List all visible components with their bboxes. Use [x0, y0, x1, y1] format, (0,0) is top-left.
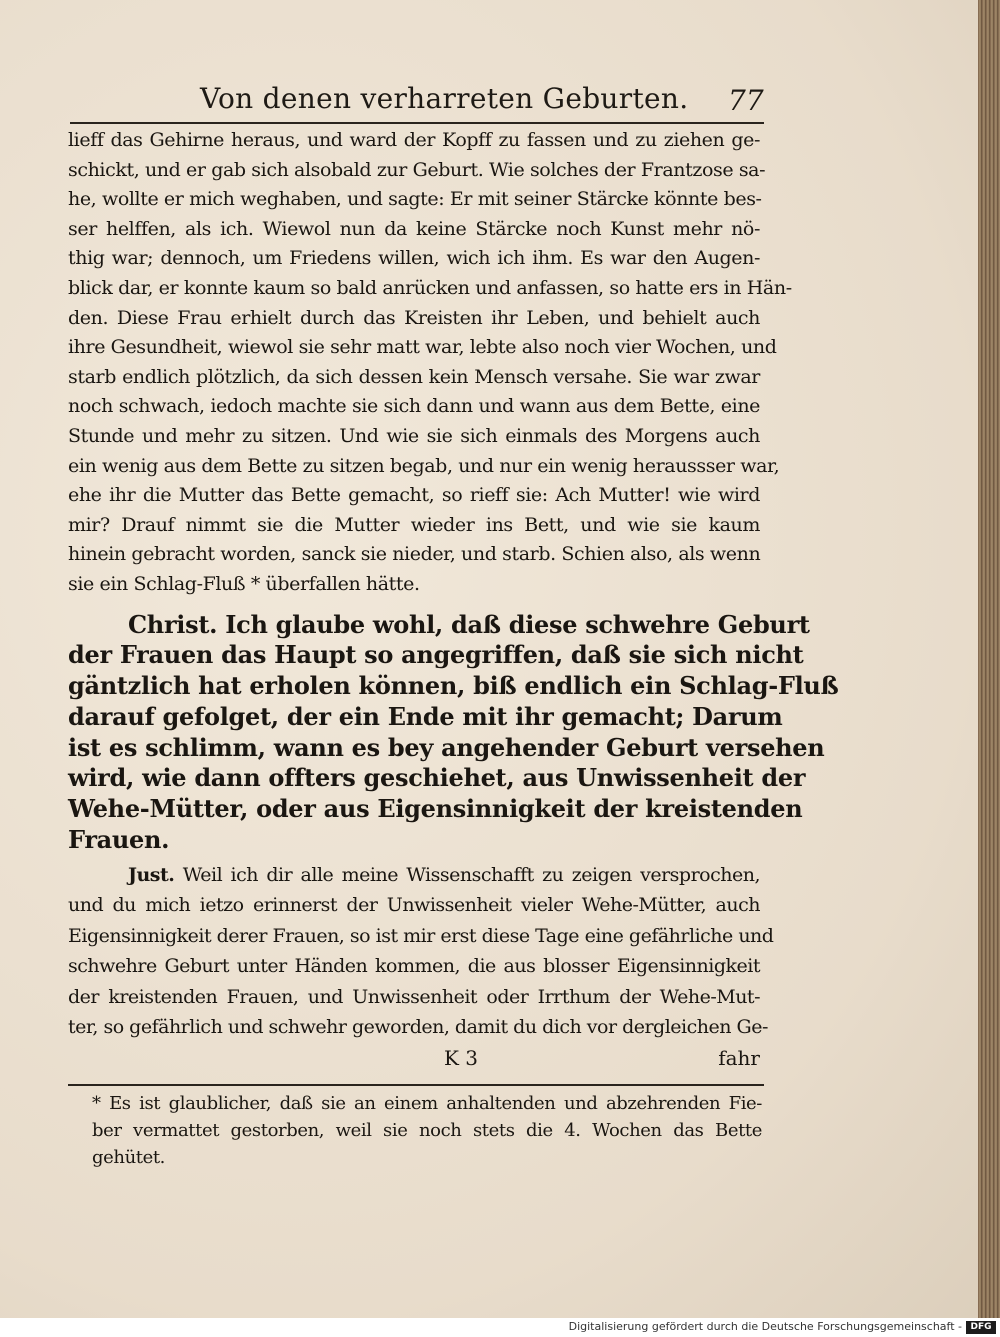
text-line: Wehe-Mütter, oder aus Eigensinnigkeit der kreistenden — [68, 794, 803, 824]
text-line: ihre Gesundheit, wiewol sie sehr matt war, lebte also noch vier Wochen, und — [68, 336, 777, 359]
text-line: darauf gefolget, der ein Ende mit ihr gemacht; Darum — [68, 701, 783, 731]
text-line: schwehre Geburt unter Händen kommen, die aus blosser Eigensinnigkeit — [68, 955, 760, 978]
text-line: noch schwach, iedoch machte sie sich dann und wann aus dem Bette, eine — [68, 395, 760, 418]
text-line: Stunde und mehr zu sitzen. Und wie sie sich einmals des Morgens auch — [68, 424, 760, 447]
running-head: Von denen verharreten Geburten. — [200, 82, 689, 115]
text-line: der kreistenden Frauen, und Unwissenheit oder Irrthum der Wehe-Mut- — [68, 985, 760, 1008]
text-line: gäntzlich hat erholen können, biß endlich ein Schlag-Fluß — [68, 671, 839, 701]
line-text: Ich glaube wohl, daß diese schwehre Geburt — [225, 609, 810, 639]
text-line: Frauen. — [68, 825, 170, 855]
text-line — [68, 609, 810, 641]
text-line: starb endlich plötzlich, da sich dessen kein Mensch versahe. Sie war zwar — [68, 365, 760, 388]
text-line: ser helffen, als ich. Wiewol nun da keine Stärcke noch Kunst mehr nö- — [68, 217, 760, 240]
book-edge — [978, 0, 1000, 1318]
speaker-label: Christ. — [128, 609, 218, 639]
text-line: ehe ihr die Mutter das Bette gemacht, so rieff sie: Ach Mutter! wie wird — [68, 484, 760, 507]
text-line: thig war; dennoch, um Friedens willen, wich ich ihm. Es war den Augen- — [68, 247, 760, 270]
text-line: ist es schlimm, wann es bey angehender Geburt versehen — [68, 732, 825, 762]
text-line: he, wollte er mich weghaben, und sagte: Er mit seiner Stärcke könnte bes- — [68, 188, 762, 211]
text-line: blick dar, er konnte kaum so bald anrücken und anfassen, so hatte ers in Hän- — [68, 276, 792, 299]
text-line: hinein gebracht worden, sanck sie nieder, und starb. Schien also, als wenn — [68, 543, 761, 566]
signature-mark: K 3 — [444, 1046, 479, 1070]
text-line: der Frauen das Haupt so angegriffen, daß sie sich nicht — [68, 640, 804, 670]
text-line: lieff das Gehirne heraus, und ward der Kopff zu fassen und zu ziehen ge- — [68, 129, 760, 151]
header-rule — [70, 122, 764, 124]
text-line: sie ein Schlag-Fluß * überfallen hätte. — [68, 572, 420, 595]
text-line — [68, 860, 760, 890]
digitization-credit: Digitalisierung gefördert durch die Deutsche Forschungsgemeinschaft - — [568, 1320, 962, 1333]
text-line: ter, so gefährlich und schwehr geworden, damit du dich vor dergleichen Ge- — [68, 1015, 768, 1038]
text-line: und du mich ietzo erinnerst der Unwissenheit vieler Wehe-Mütter, auch — [68, 894, 760, 917]
text-line: schickt, und er gab sich alsobald zur Geburt. Wie solches der Frantzose sa- — [68, 158, 766, 181]
page-number: 77 — [728, 84, 764, 117]
footnote-line: ber vermattet gestorben, weil sie noch stets die 4. Wochen das Bette — [92, 1120, 762, 1141]
text-line: den. Diese Frau erhielt durch das Kreisten ihr Leben, und behielt auch — [68, 306, 760, 329]
text-line: Eigensinnigkeit derer Frauen, so ist mir erst diese Tage eine gefährliche und — [68, 924, 774, 947]
footnote — [92, 1090, 762, 1171]
line-text: Weil ich dir alle meine Wissenschafft zu zeigen versprochen, — [182, 863, 760, 886]
paragraph-1 — [68, 126, 792, 600]
catchword: fahr — [718, 1046, 760, 1070]
main-text — [68, 126, 839, 1042]
footnote-rule — [68, 1084, 764, 1086]
paragraph-just — [68, 860, 774, 1042]
speaker-label: Just. — [128, 863, 175, 886]
paragraph-christ — [68, 609, 839, 856]
text-line: wird, wie dann offters geschiehet, aus Unwissenheit der — [68, 763, 806, 793]
footnote-line: gehütet. — [92, 1147, 166, 1168]
footnote-line: * Es ist glaublicher, daß sie an einem anhaltenden und abzehrenden Fie- — [92, 1093, 762, 1114]
dfg-logo: DFG — [966, 1321, 996, 1334]
text-line: ein wenig aus dem Bette zu sitzen begab, und nur ein wenig heraussser war, — [68, 454, 780, 477]
catchword-line — [68, 1046, 760, 1076]
text-line: mir? Drauf nimmt sie die Mutter wieder ins Bett, und wie sie kaum — [68, 513, 760, 536]
